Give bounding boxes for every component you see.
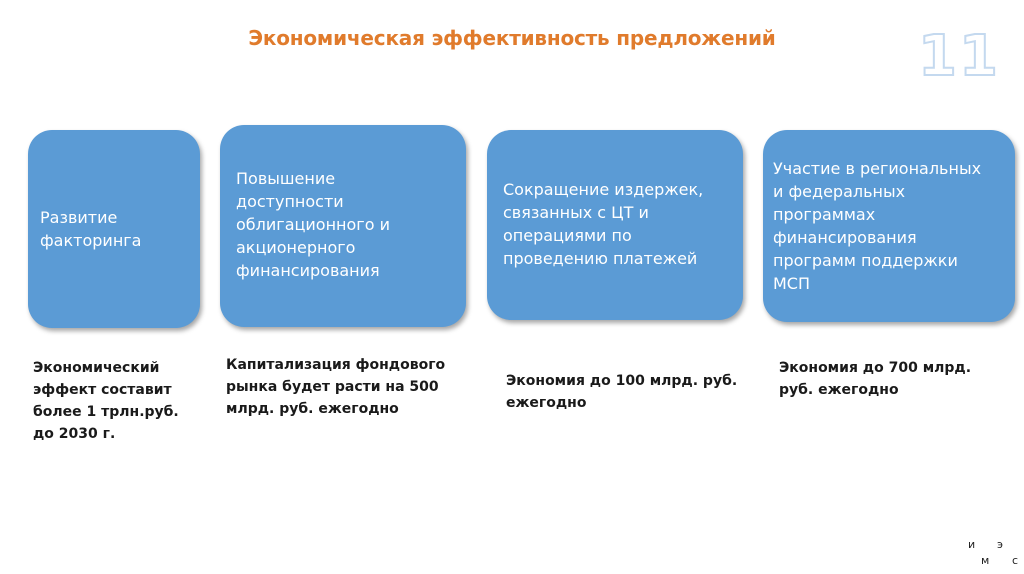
- proposal-line: факторинга: [40, 231, 142, 250]
- proposal-box-cost-reduction: [487, 130, 743, 320]
- imes-logo: [962, 532, 1022, 572]
- effect-line: Капитализация фондового: [226, 357, 446, 373]
- logo-letter: э: [997, 538, 1004, 551]
- effect-text-factoring: [33, 357, 203, 445]
- effect-text-programs: [779, 357, 1019, 401]
- proposal-line: операциями по: [503, 226, 632, 245]
- effect-line: Экономия до 700 млрд.: [779, 360, 972, 376]
- effect-line: рынка будет расти на 500: [226, 379, 439, 395]
- proposal-line: программ поддержки: [773, 251, 958, 270]
- proposal-line: МСП: [773, 274, 811, 293]
- proposal-line: Сокращение издержек,: [503, 180, 704, 199]
- proposal-line: финансирования: [773, 228, 917, 247]
- proposal-line: Развитие: [40, 208, 118, 227]
- proposal-line: Повышение: [236, 169, 336, 188]
- effect-line: эффект составит: [33, 382, 172, 398]
- proposal-line: облигационного и: [236, 215, 390, 234]
- slide-title: Экономическая эффективность предложений: [248, 26, 776, 50]
- effect-line: более 1 трлн.руб.: [33, 404, 179, 420]
- proposal-line: и федеральных: [773, 182, 906, 201]
- logo-letter: м: [981, 554, 990, 567]
- proposal-box-programs: [763, 130, 1015, 322]
- effect-line: млрд. руб. ежегодно: [226, 401, 399, 417]
- effect-line: Экономический: [33, 360, 160, 376]
- logo-letter: с: [1012, 554, 1019, 567]
- proposal-box-factoring: [28, 130, 200, 328]
- effect-line: Экономия до 100 млрд. руб.: [506, 373, 738, 389]
- proposal-line: доступности: [236, 192, 344, 211]
- proposal-box-financing-access: [220, 125, 466, 327]
- proposal-line: связанных с ЦТ и: [503, 203, 649, 222]
- effect-text-financing-access: [226, 354, 466, 420]
- proposal-line: акционерного: [236, 238, 356, 257]
- proposal-line: программах: [773, 205, 876, 224]
- proposal-line: финансирования: [236, 261, 380, 280]
- effect-line: до 2030 г.: [33, 426, 116, 442]
- effect-text-cost-reduction: [506, 370, 756, 414]
- page-number: 11: [918, 24, 1000, 89]
- proposal-line: проведению платежей: [503, 249, 698, 268]
- logo-letter: и: [968, 538, 976, 551]
- proposal-line: Участие в региональных: [773, 159, 982, 178]
- effect-line: ежегодно: [506, 395, 587, 411]
- effect-line: руб. ежегодно: [779, 382, 899, 398]
